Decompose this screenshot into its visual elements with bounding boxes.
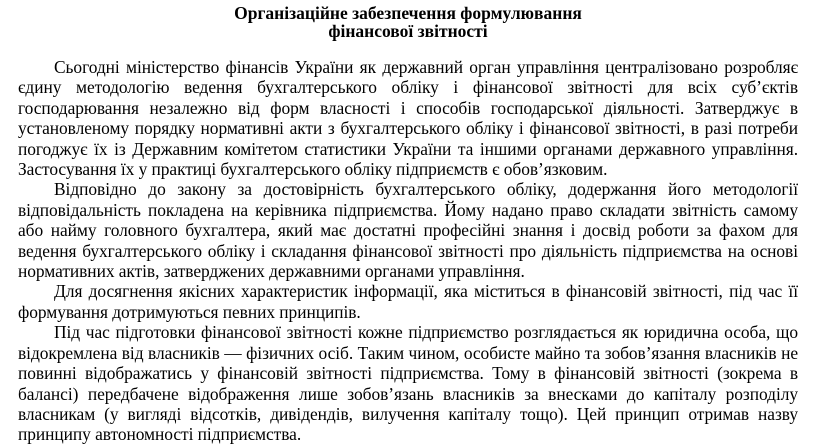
paragraph-manager-responsibility: Відповідно до закону за достовірність бухгалтерського обліку, додержання його методології відповідальність покладена на керівника підприємства. Йому надано право складати звітність самому або найму головного бухгалтера, який має достатні професійні знання і досвід роботи за фахом для ведення бухгалтерського обліку і складання фінансової звітності про діяльність підприємства на основі нормативних актів, затверджених державними органами управління.	[18, 179, 798, 282]
document-page	[18, 4, 798, 445]
title-line-1: Організаційне забезпечення формулювання	[234, 3, 582, 23]
paragraph-entity-autonomy: Під час підготовки фінансової звітності кожне підприємство розглядається як юридична особа, що відокремлена від власників — фізичних осіб. Таким чином, особисте майно та зобов’язання власників не повинні відображатись у фінансовій звітності підприємства. Тому в фінансовій звітності (зокрема в балансі) передбачене відображення лише зобов’язань власників за внесками до капіталу розподілу власникам (у вигляді відсотків, дивідендів, вилучення капіталу тощо). Цей принцип отримав назву принципу автономності підприємства.	[18, 322, 798, 445]
paragraph-quality-principles: Для досягнення якісних характеристик інформації, яка міститься в фінансовій звітності, під час її формування дотримуються певних принципів.	[18, 281, 798, 322]
paragraph-ministry-role: Сьогодні міністерство фінансів України як державний орган управління централізовано розробляє єдину методологію ведення бухгалтерського обліку і фінансової звітності для всіх суб’єктів господарювання незалежно від форм власності і способів господарської діяльності. Затверджує в установленому порядку нормативні акти з бухгалтерського обліку і фінансової звітності, в разі потреби погоджує їх із Державним комітетом статистики України та іншими органами державного управління. Застосування їх у практиці бухгалтерського обліку підприємств є обов’язковим.	[18, 57, 798, 180]
document-body	[18, 57, 798, 445]
document-title	[18, 4, 798, 40]
title-line-2: фінансової звітності	[328, 21, 488, 41]
